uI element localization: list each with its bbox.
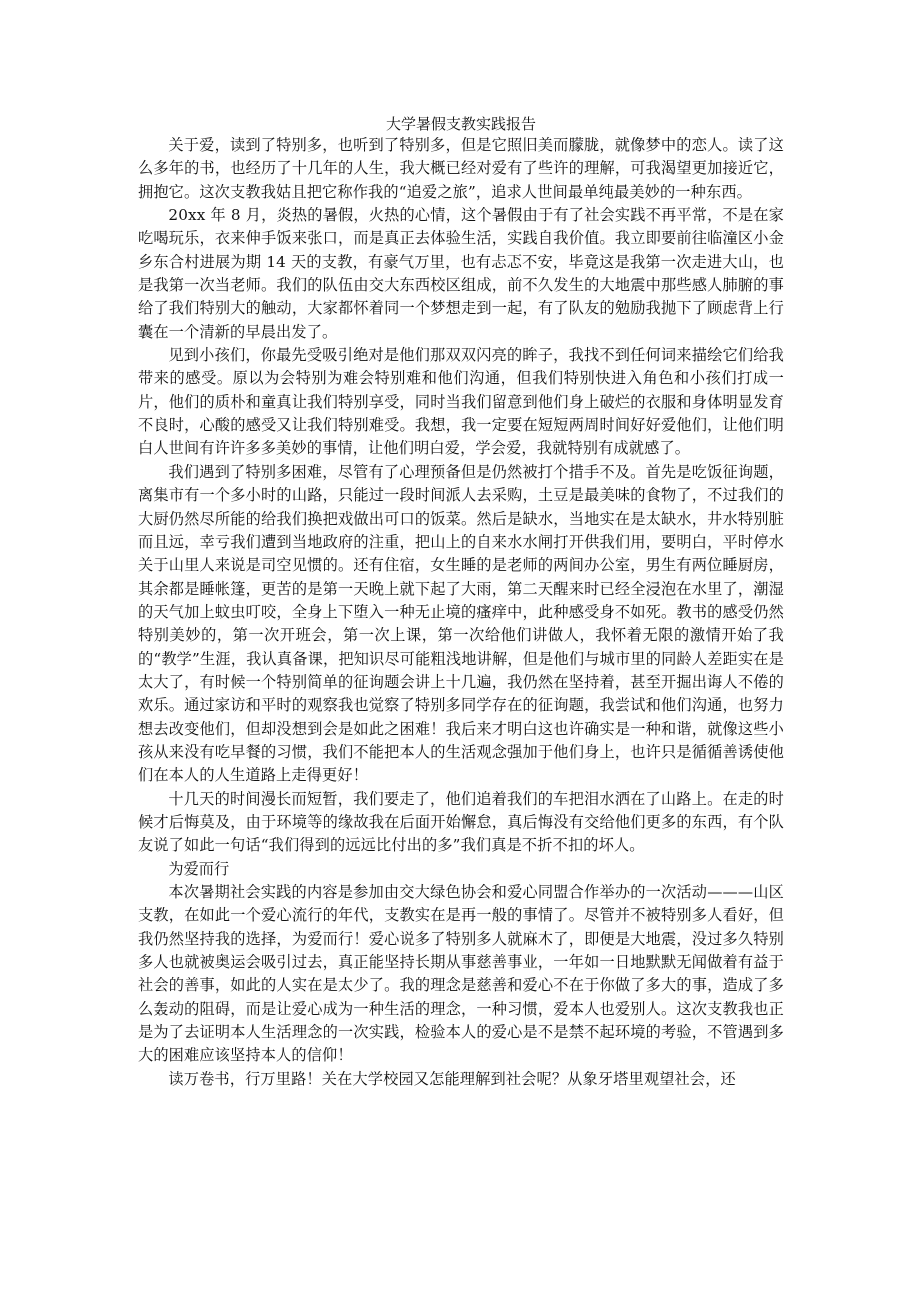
document-page (138, 114, 784, 1091)
paragraph-activity: 本次暑期社会实践的内容是参加由交大绿色协会和爱心同盟合作举办的一次活动———山区支教，在如此一个爱心流行的年代，支教实在是再一般的事情了。尽管并不被特别多人看好，但我仍然坚持我的选择，为爱而行！爱心说多了特别多人就麻木了，即便是大地震，没过多久特别多人也就被奥运会吸引过去，真正能坚持长期从事慈善事业，一年如一日地默默无闻做着有益于社会的善事，如此的人实在是太少了。我的理念是慈善和爱心不在于你做了多大的事，造成了多么轰动的阻碍，而是让爱心成为一种生活的理念，一种习惯，爱本人也爱别人。这次支教我也正是为了去证明本人生活理念的一次实践，检验本人的爱心是不是禁不起环境的考验，不管遇到多大的困难应该坚持本人的信仰！ (138, 883, 784, 1065)
paragraph-difficulties: 我们遇到了特别多困难，尽管有了心理预备但是仍然被打个措手不及。首先是吃饭征询题，离集市有一个多小时的山路，只能过一段时间派人去采购，土豆是最美味的食物了，不过我们的大厨仍然尽所能的给我们换把戏做出可口的饭菜。然后是缺水，当地实在是太缺水，井水特别脏而且远，幸亏我们遭到当地政府的注重，把山上的自来水水闸打开供我们用，要明白，平时停水关于山里人来说是司空见惯的。还有住宿，女生睡的是老师的两间办公室，男生有两位睡厨房，其余都是睡帐篷，更苦的是第一天晚上就下起了大雨，第二天醒来时已经全浸泡在水里了，潮湿的天气加上蚊虫叮咬，全身上下堕入一种无止境的瘙痒中，此种感受身不如死。教书的感受仍然特别美妙的，第一次开班会，第一次上课，第一次给他们讲做人，我怀着无限的激情开始了我的“教学”生涯，我认真备课，把知识尽可能粗浅地讲解，但是他们与城市里的同龄人差距实在是太大了，有时候一个特别简单的征询题会讲上十几遍，我仍然在坚持着，甚至开掘出诲人不倦的欢乐。通过家访和平时的观察我也觉察了特别多同学存在的征询题，我尝试和他们沟通，也努力想去改变他们，但却没想到会是如此之困难！我后来才明白这也许确实是一种和谐，就像这些小孩从来没有吃早餐的习惯，我们不能把本人的生活观念强加于他们身上，也许只是循循善诱使他们在本人的人生道路上走得更好！ (138, 462, 784, 785)
paragraph-intro: 关于爱，读到了特别多，也听到了特别多，但是它照旧美而朦胧，就像梦中的恋人。读了这么多年的书，也经历了十几年的人生，我大概已经对爱有了些许的理解，可我渴望更加接近它，拥抱它。这次支教我姑且把它称作我的“追爱之旅”，追求人世间最单纯最美妙的一种东西。 (138, 136, 784, 201)
document-title: 大学暑假支教实践报告 (385, 115, 536, 133)
paragraph-farewell: 十几天的时间漫长而短暂，我们要走了，他们追着我们的车把泪水洒在了山路上。在走的时候才后悔莫及，由于环境等的缘故我在后面开始懈怠，真后悔没有交给他们更多的东西，有个队友说了如此一句话“我们得到的远远比付出的多”我们真是不折不扣的坏人。 (138, 789, 784, 855)
paragraph-august-trip: 20xx 年 8 月，炎热的暑假，火热的心情，这个暑假由于有了社会实践不再平常，不是在家吃喝玩乐，衣来伸手饭来张口，而是真正去体验生活，实践自我价值。我立即要前往临潼区小金乡东合村进展为期 14 天的支教，有豪气万里，也有忐忑不安，毕竟这是我第一次走进大山，也是我第一次当老师。我们的队伍由交大东西校区组成，前不久发生的大地震中那些感人肺腑的事给了我们特别大的触动，大家都怀着同一个梦想走到一起，有了队友的勉励我抛下了顾虑背上行囊在一个清新的早晨出发了。 (138, 206, 784, 341)
paragraph-reading: 读万卷书，行万里路！关在大学校园又怎能理解到社会呢？从象牙塔里观望社会，还 (168, 1069, 736, 1088)
section-heading: 为爱而行 (168, 859, 230, 878)
paragraph-meeting-children: 见到小孩们，你最先受吸引绝对是他们那双双闪亮的眸子，我找不到任何词来描绘它们给我带来的感受。原以为会特别为难会特别难和他们沟通，但我们特别快进入角色和小孩们打成一片，他们的质朴和童真让我们特别享受，同时当我们留意到他们身上破烂的衣服和身体明显发育不良时，心酸的感受又让我们特别难受。我想，我一定要在短短两周时间好好爱他们，让他们明白人世间有许许多多美妙的事情，让他们明白爱，学会爱，我就特别有成就感了。 (138, 346, 784, 458)
